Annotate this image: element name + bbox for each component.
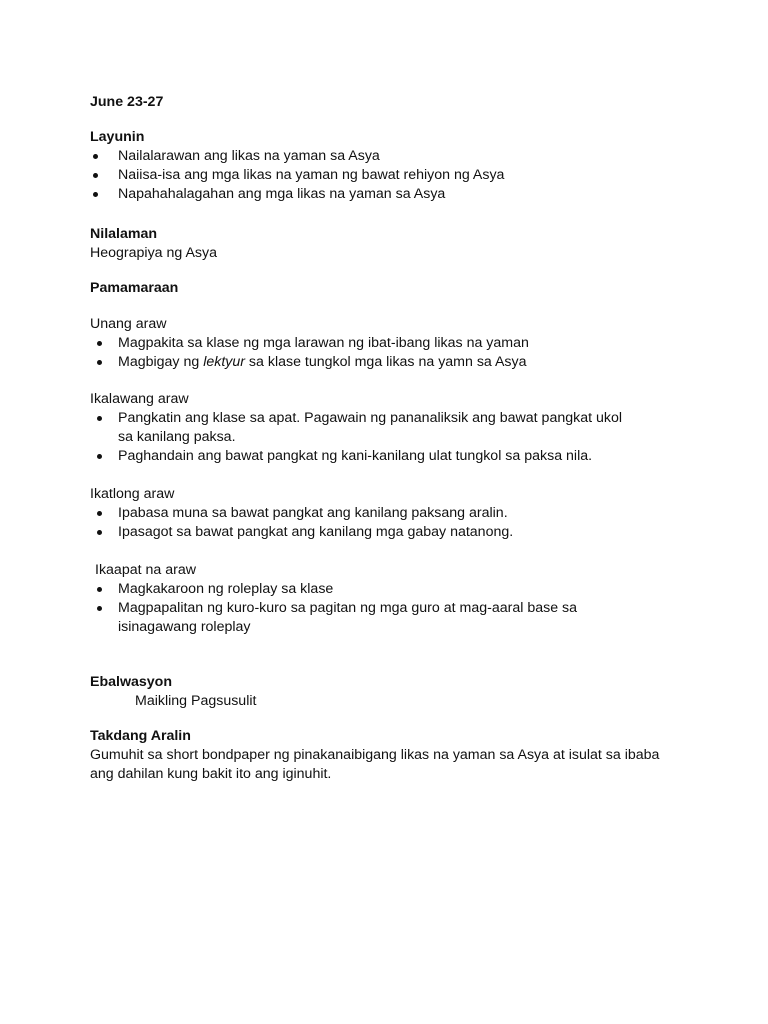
- day-3-section: [90, 485, 690, 542]
- takdang-aralin-text: Gumuhit sa short bondpaper ng pinakanaibigang likas na yaman sa Asya at isulat sa ibaba ang dahilan kung bakit ito ang iginuhit.: [90, 747, 660, 782]
- list-item: Paghandain ang bawat pangkat ng kani-kanilang ulat tungkol sa paksa nila.: [90, 447, 630, 466]
- pamamaraan-heading: Pamamaraan: [90, 280, 179, 296]
- item-text: sa klase tungkol mga likas na yamn sa Asya: [244, 354, 527, 370]
- list-item: Ipasagot sa bawat pangkat ang kanilang mga gabay natanong.: [90, 523, 690, 542]
- item-text: Magbigay ng: [118, 354, 204, 370]
- list-item: Nailalarawan ang likas na yaman sa Asya: [90, 147, 690, 166]
- list-item: Napahahalagahan ang mga likas na yaman sa Asya: [90, 185, 690, 204]
- date-range: June 23-27: [90, 94, 164, 110]
- nilalaman-text: Heograpiya ng Asya: [90, 245, 217, 261]
- day-4-list: [90, 580, 610, 637]
- ebalwasyon-section: [90, 673, 690, 711]
- ebalwasyon-text: Maikling Pagsusulit: [135, 693, 257, 709]
- list-item: Naiisa-isa ang mga likas na yaman ng bawat rehiyon ng Asya: [90, 166, 690, 185]
- takdang-aralin-section: [90, 727, 665, 784]
- nilalaman-heading: Nilalaman: [90, 226, 158, 242]
- ebalwasyon-heading: Ebalwasyon: [90, 674, 173, 690]
- layunin-heading: Layunin: [90, 129, 145, 145]
- day-2-section: [90, 390, 690, 466]
- layunin-list: [90, 147, 690, 204]
- day-label: Ikalawang araw: [90, 391, 189, 407]
- layunin-section: [90, 128, 690, 204]
- day-label: Unang araw: [90, 316, 167, 332]
- list-item: [90, 353, 690, 372]
- list-item: Pangkatin ang klase sa apat. Pagawain ng pananaliksik ang bawat pangkat ukol sa kanilang paksa.: [90, 409, 630, 447]
- day-label: Ikatlong araw: [90, 486, 175, 502]
- nilalaman-section: [90, 225, 690, 263]
- day-2-list: [90, 409, 630, 466]
- list-item: Magpapalitan ng kuro-kuro sa pagitan ng mga guro at mag-aaral base sa isinagawang roleplay: [90, 599, 610, 637]
- day-4-section: [90, 561, 690, 637]
- day-3-list: [90, 504, 690, 542]
- day-1-section: [90, 315, 690, 372]
- item-italic-text: lektyur: [203, 354, 245, 370]
- takdang-aralin-heading: Takdang Aralin: [90, 728, 191, 744]
- list-item: Ipabasa muna sa bawat pangkat ang kanilang paksang aralin.: [90, 504, 690, 523]
- list-item: Magkakaroon ng roleplay sa klase: [90, 580, 610, 599]
- list-item: Magpakita sa klase ng mga larawan ng ibat-ibang likas na yaman: [90, 334, 690, 353]
- day-label: Ikaapat na araw: [95, 562, 196, 578]
- day-1-list: [90, 334, 690, 372]
